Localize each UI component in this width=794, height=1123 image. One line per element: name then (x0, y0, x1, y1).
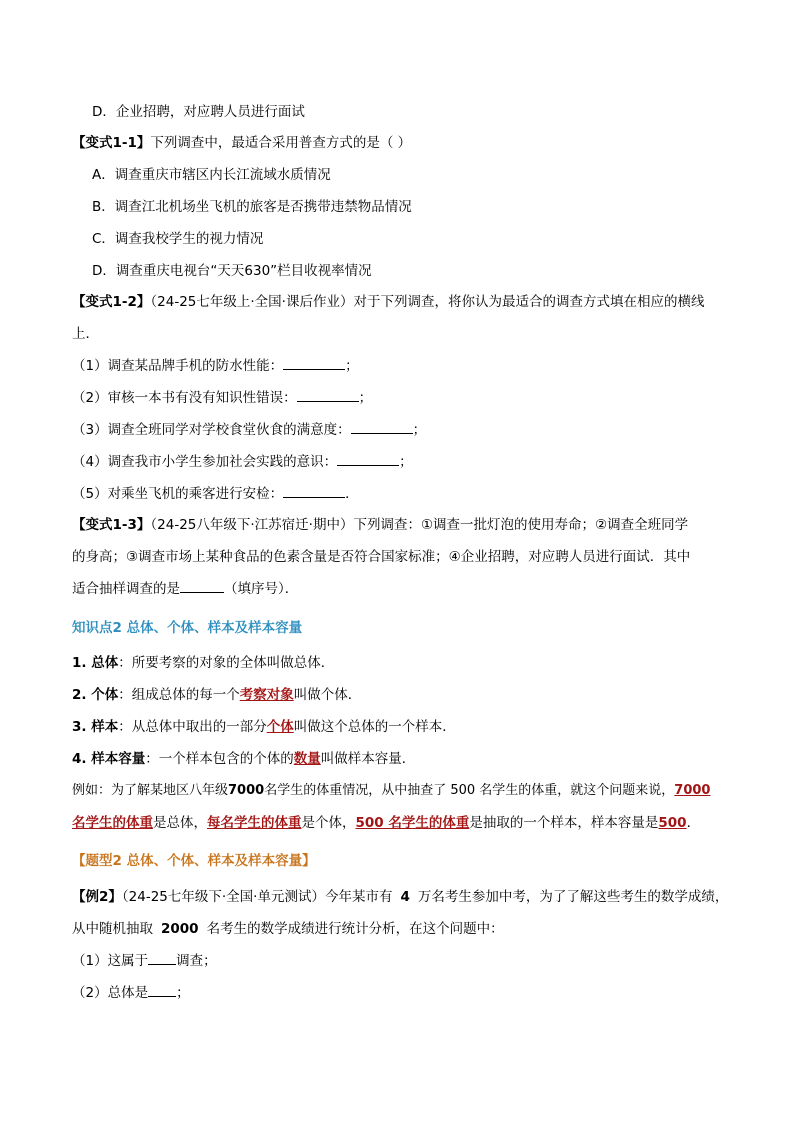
q1-option-d: D．企业招聘，对应聘人员进行面试 (92, 104, 305, 120)
fill-item-2: （2）审核一本书有没有知识性错误： ； (72, 390, 373, 406)
kp-example-line2: 名学生的体重是总体，每名学生的体重是个体，500 名学生的体重是抽取的一个样本，样本容量是500． (72, 815, 701, 831)
answer-blank[interactable] (148, 952, 176, 965)
source: （24-25八年级下·江苏宿迁·期中） (150, 517, 354, 533)
variant-1-2-stem: 【变式1-2】（24-25七年级上·全国·课后作业）对于下列调查，将你认为最适合的调查方式填在相应的横线 (72, 294, 705, 310)
fill-item-5: （5）对乘坐飞机的乘客进行安检： ． (72, 486, 359, 502)
variant-1-3-line3: 适合抽样调查的是 （填序号）． (72, 581, 299, 597)
source: （24-25七年级上·全国·课后作业） (150, 294, 354, 310)
fill-item-3: （3）调查全班同学对学校食堂伙食的满意度： ； (72, 422, 427, 438)
variant-tag: 【变式1-2】 (72, 294, 151, 310)
option-c: C．调查我校学生的视力情况 (92, 231, 264, 247)
answer-blank[interactable] (351, 421, 413, 434)
kp-example-line1: 例如：为了解某地区八年级7000名学生的体重情况，从中抽查了 500 名学生的体重，就这个问题来说，7000 (72, 783, 711, 798)
example-tag: 【例2】 (72, 889, 122, 905)
answer-blank[interactable] (283, 357, 345, 370)
highlight: 考察对象 (239, 687, 294, 703)
answer-blank[interactable] (180, 580, 224, 593)
question-type-heading: 【题型2 总体、个体、样本及样本容量】 (72, 853, 316, 869)
answer-blank[interactable] (297, 389, 359, 402)
option-d: D．调查重庆电视台“天天630”栏目收视率情况 (92, 263, 372, 279)
answer-blank[interactable] (337, 453, 399, 466)
variant-1-3-stem: 【变式1-3】（24-25八年级下·江苏宿迁·期中）下列调查：①调查一批灯泡的使用寿命；②调查全班同学 (72, 517, 689, 533)
variant-1-2-stem-cont: 上． (72, 326, 99, 342)
example-2-q1: （1）这属于 调查； (72, 953, 217, 969)
highlight: 个体 (266, 719, 294, 735)
option-a: A．调查重庆市辖区内长江流域水质情况 (92, 167, 331, 183)
source: （24-25七年级下·全国·单元测试） (121, 889, 325, 905)
highlight: 数量 (293, 751, 321, 767)
example-2-line1: 【例2】（24-25七年级下·全国·单元测试）今年某市有 4 万名考生参加中考，为了了解这些考生的数学成绩， (72, 889, 729, 905)
variant-1-3-line2: 的身高；③调查市场上某种食品的色素含量是否符合国家标准；④企业招聘，对应聘人员进行面试．其中 (72, 549, 691, 565)
kp-item-2: 2. 个体：组成总体的每一个考察对象叫做个体． (72, 687, 362, 703)
option-b: B．调查江北机场坐飞机的旅客是否携带违禁物品情况 (92, 199, 412, 215)
example-2-q2: （2）总体是 ； (72, 985, 190, 1001)
kp-item-1: 1. 总体：所要考察的对象的全体叫做总体． (72, 655, 335, 671)
answer-blank[interactable] (283, 485, 345, 498)
kp-item-4: 4. 样本容量：一个样本包含的个体的数量叫做样本容量． (72, 751, 416, 767)
fill-item-1: （1）调查某品牌手机的防水性能： ； (72, 358, 359, 374)
fill-item-4: （4）调查我市小学生参加社会实践的意识： ； (72, 454, 413, 470)
variant-tag: 【变式1-1】 (72, 135, 151, 151)
answer-blank[interactable] (148, 984, 176, 997)
kp-item-3: 3. 样本：从总体中取出的一部分个体叫做这个总体的一个样本． (72, 719, 456, 735)
example-2-line2: 从中随机抽取 2000 名考生的数学成绩进行统计分析，在这个问题中： (72, 921, 504, 937)
variant-tag: 【变式1-3】 (72, 517, 151, 533)
knowledge-point-heading: 知识点2 总体、个体、样本及样本容量 (72, 620, 303, 636)
variant-1-1-stem: 【变式1-1】下列调查中，最适合采用普查方式的是（ ） (72, 135, 412, 151)
